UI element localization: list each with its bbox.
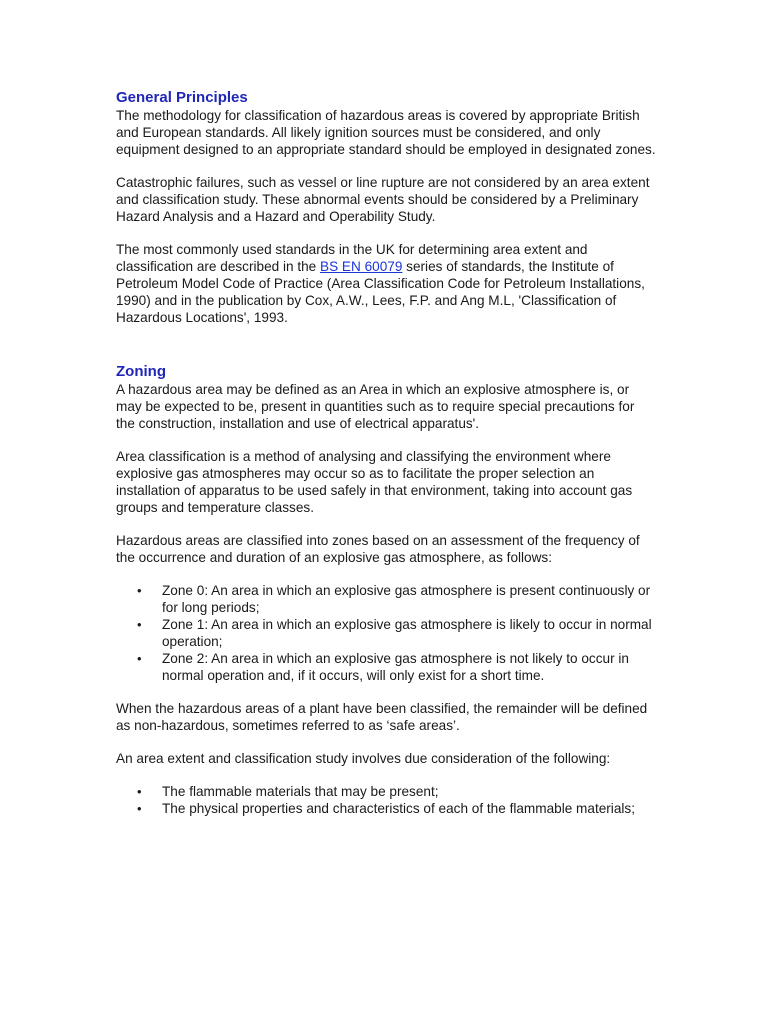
- zone-2-text: Zone 2: An area in which an explosive gas atmosphere is not likely to occur in normal operation and, if it occurs, will only exist for a short time.: [162, 651, 629, 683]
- list-item: [137, 650, 656, 684]
- list-item: [137, 582, 656, 616]
- zone-1-text: Zone 1: An area in which an explosive gas atmosphere is likely to occur in normal operation;: [162, 617, 652, 649]
- zoning-paragraph-2: Area classification is a method of analysing and classifying the environment where explosive gas atmospheres may occur so as to facilitate the proper selection an installation of apparatus to be used safely in that environment, taking into account gas groups and temperature classes.: [116, 449, 633, 515]
- zoning-paragraph-4: When the hazardous areas of a plant have been classified, the remainder will be defined as non-hazardous, sometimes referred to as ‘safe areas’.: [116, 701, 648, 733]
- bullet-icon: •: [137, 784, 142, 799]
- list-item: [137, 616, 656, 650]
- zoning-paragraph-3: Hazardous areas are classified into zones based on an assessment of the frequency of the occurrence and duration of an explosive gas atmosphere, as follows:: [116, 533, 640, 565]
- bullet-icon: •: [137, 801, 142, 816]
- zone-list: [116, 582, 656, 684]
- general-paragraph-2: Catastrophic failures, such as vessel or line rupture are not considered by an area extent and classification study. These abnormal events should be considered by a Preliminary Hazard Analysis and a Hazard and Operability Study.: [116, 175, 650, 224]
- general-paragraph-3: [116, 241, 656, 326]
- list-item: [137, 783, 656, 800]
- bullet-icon: •: [137, 583, 142, 598]
- considerations-list: [116, 783, 656, 817]
- zoning-paragraph-5: An area extent and classification study involves due consideration of the following:: [116, 751, 611, 766]
- consideration-1-text: The flammable materials that may be present;: [162, 784, 439, 799]
- document-content: [116, 88, 656, 833]
- general-paragraph-1: The methodology for classification of hazardous areas is covered by appropriate British and European standards. All likely ignition sources must be considered, and only equipment designed to an appropriate standard should be employed in designated zones.: [116, 108, 656, 157]
- bs-en-60079-link[interactable]: BS EN 60079: [320, 259, 403, 274]
- consideration-2-text: The physical properties and characteristics of each of the flammable materials;: [162, 801, 635, 816]
- bullet-icon: •: [137, 617, 142, 632]
- general-paragraph-3-text-a: The most commonly used standards in the UK for determining area extent and classification are described in the: [116, 242, 588, 274]
- zone-0-text: Zone 0: An area in which an explosive gas atmosphere is present continuously or for long periods;: [162, 583, 651, 615]
- list-item: [137, 800, 656, 817]
- bullet-icon: •: [137, 651, 142, 666]
- section-spacer: [116, 342, 656, 362]
- general-principles-heading: General Principles: [116, 89, 248, 106]
- general-paragraph-3-text-b: series of standards, the Institute of Petroleum Model Code of Practice (Area Classification Code for Petroleum Installations, 1990) and in the publication by Cox, A.W., Lees, F.P. and Ang M.L, 'Classification of Hazardous Locations', 1993.: [116, 259, 645, 325]
- zoning-paragraph-1: A hazardous area may be defined as an Area in which an explosive atmosphere is, or may be expected to be, present in quantities such as to require special precautions for the construction, installation and use of electrical apparatus'.: [116, 382, 635, 431]
- zoning-heading: Zoning: [116, 363, 166, 380]
